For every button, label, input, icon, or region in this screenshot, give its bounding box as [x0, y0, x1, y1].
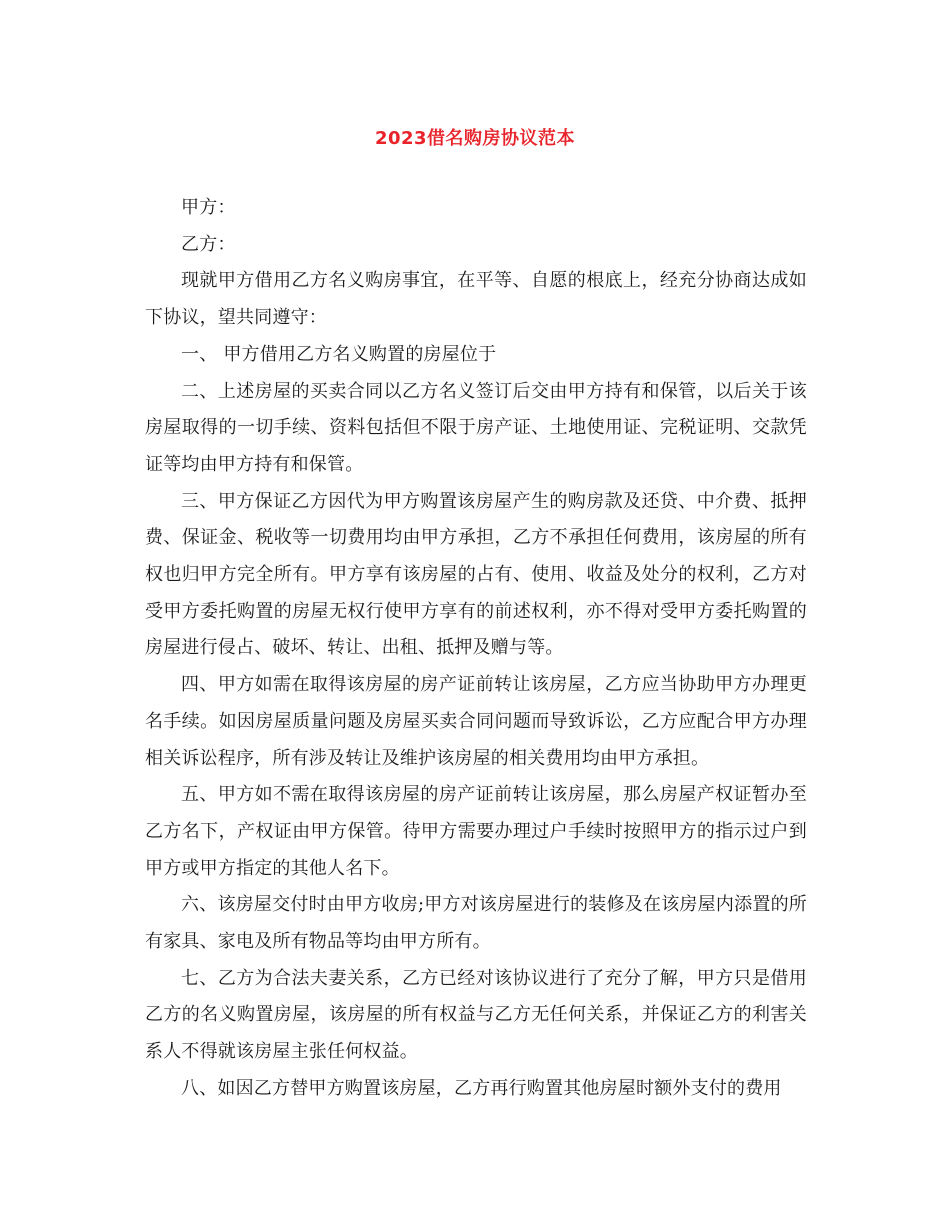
party-b-line: 乙方： — [181, 233, 236, 255]
document-body — [145, 190, 807, 1108]
preamble-paragraph: 现就甲方借用乙方名义购房事宜，在平等、自愿的根底上，经充分协商达成如下协议，望共同遵守： — [145, 270, 807, 329]
clause-8: 八、如因乙方替甲方购置该房屋，乙方再行购置其他房屋时额外支付的费用 — [181, 1077, 782, 1099]
clause-6: 六、该房屋交付时由甲方收房;甲方对该房屋进行的装修及在该房屋内添置的所有家具、家电及所有物品等均由甲方所有。 — [145, 894, 807, 953]
clause-3: 三、甲方保证乙方因代为甲方购置该房屋产生的购房款及还贷、中介费、抵押费、保证金、税收等一切费用均由甲方承担，乙方不承担任何费用，该房屋的所有权也归甲方完全所有。甲方享有该房屋的占有、使用、收益及处分的权利，乙方对受甲方委托购置的房屋无权行使甲方享有的前述权利，亦不得对受甲方委托购置的房屋进行侵占、破坏、转让、出租、抵押及赠与等。 — [145, 490, 807, 659]
clause-4: 四、甲方如需在取得该房屋的房产证前转让该房屋，乙方应当协助甲方办理更名手续。如因房屋质量问题及房屋买卖合同问题而导致诉讼，乙方应配合甲方办理相关诉讼程序，所有涉及转让及维护该房屋的相关费用均由甲方承担。 — [145, 674, 807, 769]
document-title: 2023借名购房协议范本 — [374, 128, 576, 149]
clause-2: 二、上述房屋的买卖合同以乙方名义签订后交由甲方持有和保管，以后关于该房屋取得的一切手续、资料包括但不限于房产证、土地使用证、完税证明、交款凭证等均由甲方持有和保管。 — [145, 380, 807, 475]
clause-1: 一、 甲方借用乙方名义购置的房屋位于 — [181, 343, 497, 365]
clause-5: 五、甲方如不需在取得该房屋的房产证前转让该房屋，那么房屋产权证暂办至乙方名下，产权证由甲方保管。待甲方需要办理过户手续时按照甲方的指示过户到甲方或甲方指定的其他人名下。 — [145, 784, 807, 879]
clause-7: 七、乙方为合法夫妻关系，乙方已经对该协议进行了充分了解，甲方只是借用乙方的名义购置房屋，该房屋的所有权益与乙方无任何关系，并保证乙方的利害关系人不得就该房屋主张任何权益。 — [145, 967, 807, 1063]
party-a-line: 甲方： — [181, 197, 236, 218]
